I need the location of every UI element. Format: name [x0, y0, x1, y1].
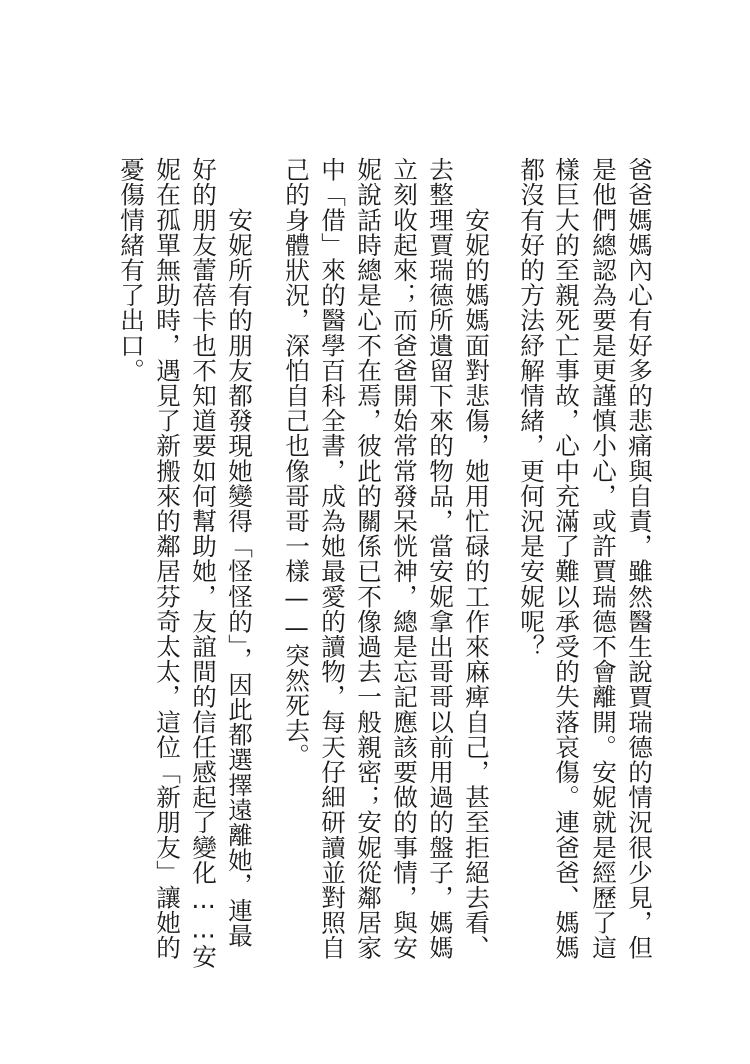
text-column: 安妮所有的朋友都發現她變得「怪怪的」，因此都選擇遠離她，連最: [225, 157, 254, 948]
text-column: 己的身體狀況，深怕自己也像哥哥一樣——突然死去。: [282, 157, 311, 769]
text-column: 妮在孤單無助時，遇見了新搬來的鄰居芬奇太太，這位「新朋友」讓她的: [153, 157, 182, 961]
text-column: 安妮的媽媽面對悲傷，她用忙碌的工作來麻痺自己，甚至拒絕去看、: [462, 157, 491, 961]
text-column: 妮說話時總是心不在焉，彼此的關係已不像過去一般親密；安妮從鄰居家: [354, 157, 383, 961]
text-column: 憂傷情緒有了出口。: [117, 157, 146, 383]
text-column: 中「借」來的醫學百科全書，成為她最愛的讀物，每天仔細研讀並對照自: [318, 157, 347, 961]
text-column: 都沒有好的方法紓解情緒，更何況是安妮呢？: [517, 157, 546, 659]
text-column: 是他們總認為要是更謹慎小心，或許賈瑞德不會離開。安妮就是經歷了這: [589, 157, 618, 961]
text-column: 立刻收起來；而爸爸開始常常發呆恍神，總是忘記應該要做的事情，與安: [390, 157, 419, 961]
text-column: 爸爸媽媽內心有好多的悲痛與自責，雖然醫生說賈瑞德的情況很少見，但: [625, 157, 654, 961]
text-column: 去整理賈瑞德所遺留下來的物品，當安妮拿出哥哥以前用過的盤子，媽媽: [426, 157, 455, 961]
text-column: 好的朋友蕾蓓卡也不知道要如何幫助她，友誼間的信任感起了變化……安: [189, 157, 218, 969]
text-column: 樣巨大的至親死亡事故，心中充滿了難以承受的失落哀傷。連爸爸、媽媽: [552, 157, 581, 961]
